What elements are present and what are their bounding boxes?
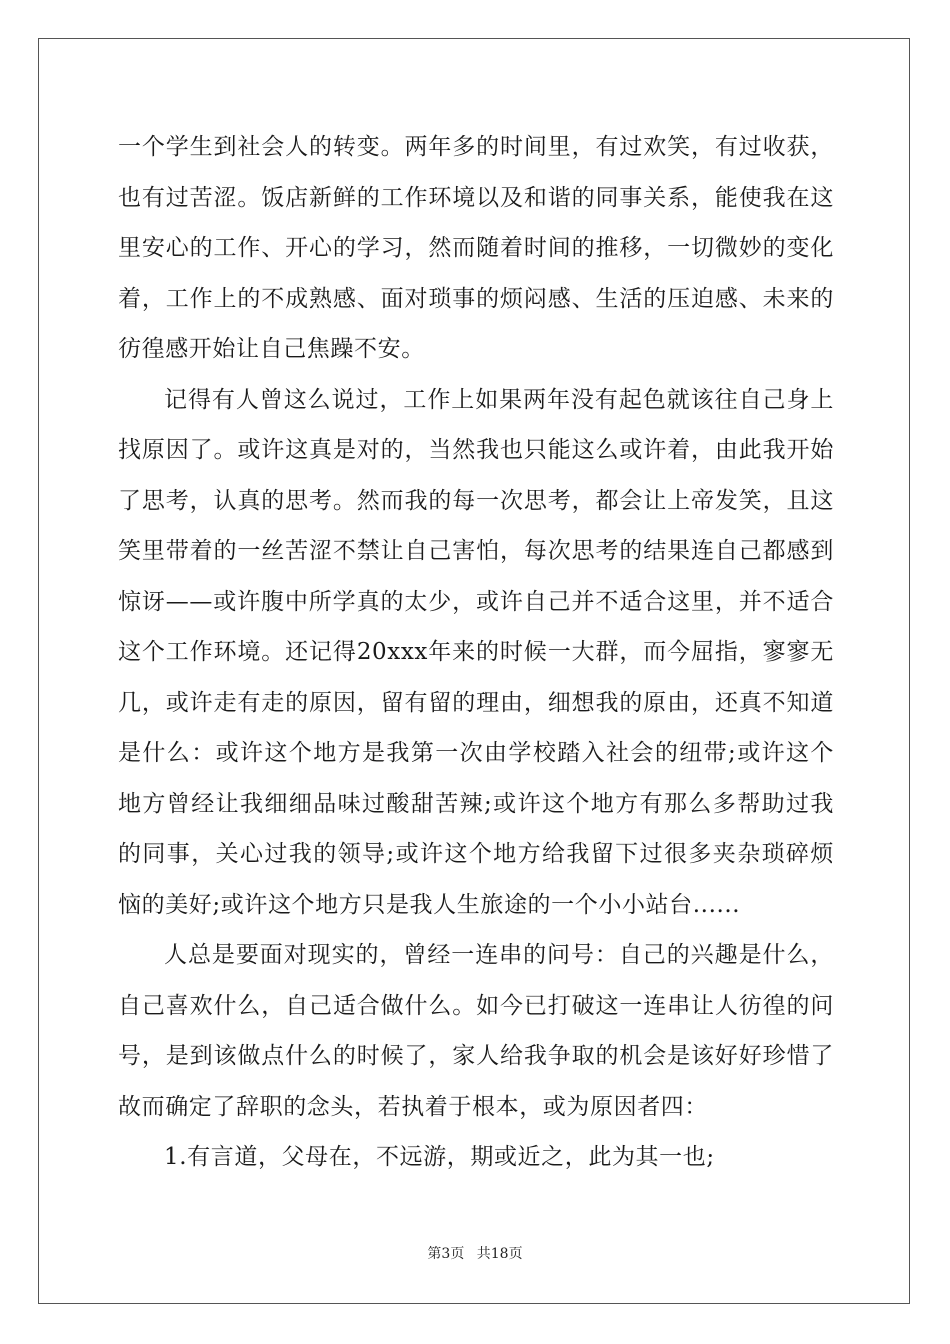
page-number-footer: 第3页 共18页	[427, 1246, 523, 1262]
paragraph-3: 人总是要面对现实的，曾经一连串的问号：自己的兴趣是什么，自己喜欢什么，自己适合做什么。如今已打破这一连串让人彷徨的问号，是到该做点什么的时候了，家人给我争取的机会是该好好珍惜了故而确定了辞职的念头，若执着于根本，或为原因者四：	[118, 942, 834, 1120]
document-body	[118, 122, 834, 1183]
paragraph-2: 记得有人曾这么说过，工作上如果两年没有起色就该往自己身上找原因了。或许这真是对的，当然我也只能这么或许着，由此我开始了思考，认真的思考。然而我的每一次思考，都会让上帝发笑，且这笑里带着的一丝苦涩不禁让自己害怕，每次思考的结果连自己都感到惊讶——或许腹中所学真的太少，或许自己并不适合这里，并不适合这个工作环境。还记得20xxx年来的时候一大群，而今屈指，寥寥无几，或许走有走的原因，留有留的理由，细想我的原由，还真不知道是什么：或许这个地方是我第一次由学校踏入社会的纽带;或许这个地方曾经让我细细品味过酸甜苦辣;或许这个地方有那么多帮助过我的同事，关心过我的领导;或许这个地方给我留下过很多夹杂琐碎烦恼的美好;或许这个地方只是我人生旅途的一个小小站台......	[118, 386, 834, 918]
paragraph-1: 一个学生到社会人的转变。两年多的时间里，有过欢笑，有过收获，也有过苦涩。饭店新鲜的工作环境以及和谐的同事关系，能使我在这里安心的工作、开心的学习，然而随着时间的推移，一切微妙的变化着，工作上的不成熟感、面对琐事的烦闷感、生活的压迫感、未来的彷徨感开始让自己焦躁不安。	[118, 134, 834, 362]
paragraph-4: 1.有言道，父母在，不远游，期或近之，此为其一也;	[164, 1144, 715, 1170]
